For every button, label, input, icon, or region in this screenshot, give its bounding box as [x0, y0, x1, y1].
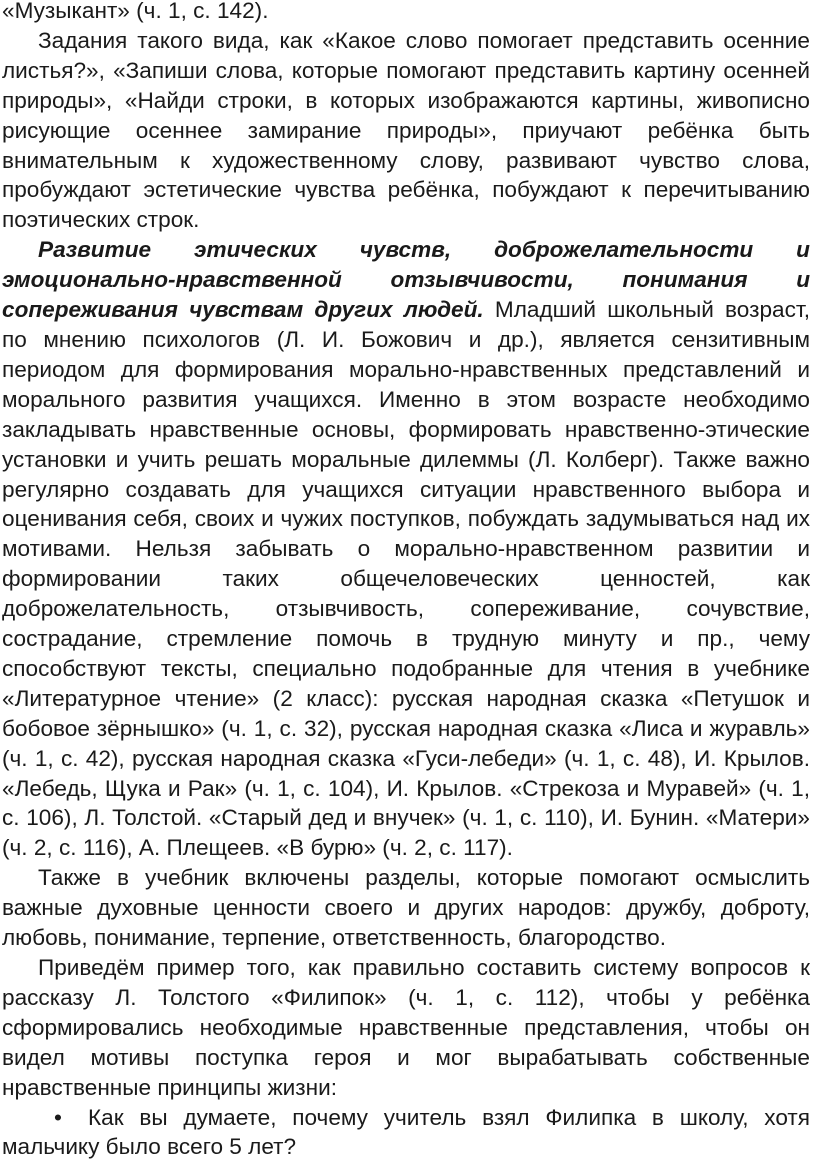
list-item [2, 1103, 810, 1162]
paragraph-ethics [2, 235, 810, 863]
paragraph-textbook-sections: Также в учебник включены разделы, которые помогают осмыслить важные духовные ценности своего и других народов: дружбу, доброту, любовь, понимание, терпение, ответственность, благородство. [2, 865, 810, 951]
section-heading-ethics: Развитие этических чувств, доброжелательности и эмоционально-нравственной отзывчивости, понимания и сопереживания чувствам других людей. [2, 237, 810, 323]
paragraph-ethics-body: Младший школьный возраст, по мнению психологов (Л. И. Божович и др.), является сензитивным периодом для формирования морально-нравственных представлений и морального развития учащихся. Именно в этом возрасте необходимо закладывать нравственные основы, формировать нравственно-этические установки и учить решать моральные дилеммы (Л. Колберг). Также важно регулярно создавать для учащихся ситуации нравственного выбора и оценивания себя, своих и чужих поступков, побуждать задумываться над их мотивами. Нельзя забывать о морально-нравственном развитии и формировании таких общечеловеческих ценностей, как доброжелательность, отзывчивость, сопереживание, сочувствие, сострадание, стремление помочь в трудную минуту и пр., чему способствуют тексты, специально подобранные для чтения в учебнике «Литературное чтение» (2 класс): русская народная сказка «Петушок и бобовое зёрнышко» (ч. 1, с. 32), русская народная сказка «Лиса и журавль» (ч. 1, с. 42), русская народная сказка «Гуси-лебеди» (ч. 1, с. 48), И. Крылов. «Лебедь, Щука и Рак» (ч. 1, с. 104), И. Крылов. «Стрекоза и Муравей» (ч. 1, с. 106), Л. Толстой. «Старый дед и внучек» (ч. 1, с. 110), И. Бунин. «Матери» (ч. 2, с. 116), А. Плещеев. «В бурю» (ч. 2, с. 117). [2, 297, 810, 861]
paragraph-example: Приведём пример того, как правильно составить систему вопросов к рассказу Л. Толстого «Филипок» (ч. 1, с. 112), чтобы у ребёнка сформировались необходимые нравственные представления, чтобы он видел мотивы поступка героя и мог вырабатывать собственные нравственные принципы жизни: [2, 955, 810, 1100]
paragraph-continuation: «Музыкант» (ч. 1, с. 142). [2, 0, 269, 23]
bullet-icon: • [54, 1104, 62, 1130]
list-item-text: Как вы думаете, почему учитель взял Филипка в школу, хотя мальчику было всего 5 лет? [2, 1104, 810, 1160]
document-page [2, 0, 810, 1162]
paragraph-tasks: Задания такого вида, как «Какое слово помогает представить осенние листья?», «Запиши слова, которые помогают представить картину осенней природы», «Найди строки, в которых изображаются картины, живописно рисующие осеннее замирание природы», приучают ребёнка быть внимательным к художественному слову, развивают чувство слова, пробуждают эстетические чувства ребёнка, побуждают к перечитыванию поэтических строк. [2, 27, 810, 233]
